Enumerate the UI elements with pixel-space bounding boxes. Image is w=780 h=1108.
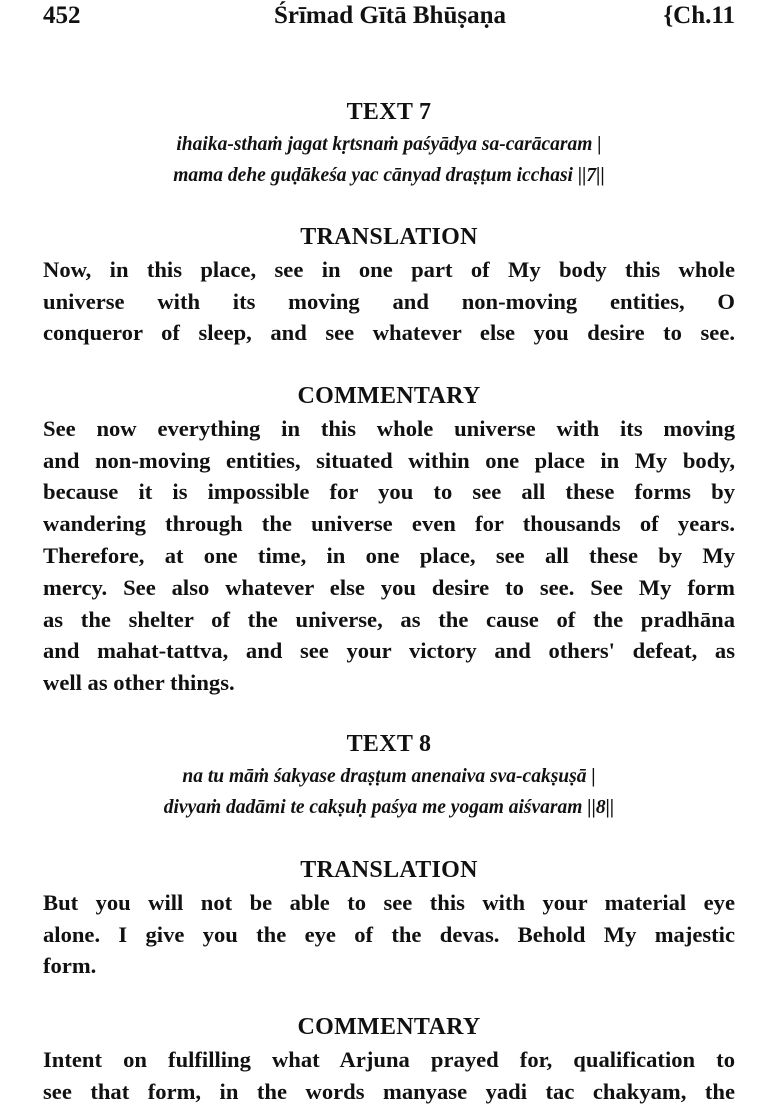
text-line: form. [43, 953, 97, 979]
text-line: See now everything in this whole universe with its moving [43, 415, 735, 441]
text-line: because it is impossible for you to see all these forms by [43, 479, 735, 505]
text8-verse-line: na tu māṁ śakyase draṣṭum anenaiva sva-cakṣuṣā | [182, 765, 596, 787]
text-line: conqueror of sleep, and see whatever else you desire to see. [43, 320, 735, 346]
commentary-heading: COMMENTARY [297, 383, 481, 409]
text-line: as the shelter of the universe, as the cause of the pradhāna [43, 606, 735, 632]
text7-verse-line: ihaika-sthaṁ jagat kṛtsnaṁ paśyādya sa-carācaram | [176, 133, 602, 155]
text-line: and mahat-tattva, and see your victory and others' defeat, as [43, 638, 735, 664]
text-line: Therefore, at one time, in one place, see all these by My [43, 542, 735, 568]
text7-translation [43, 222, 735, 349]
text-line: Now, in this place, see in one part of My body this whole [43, 256, 735, 282]
text8-heading: TEXT 8 [346, 731, 432, 757]
chapter-label: {Ch.11 [663, 2, 735, 29]
text7-verse-line: mama dehe guḍākeśa yac cānyad draṣṭum icchasi ||7|| [173, 164, 605, 186]
text7-section [43, 97, 735, 191]
text-line: mercy. See also whatever else you desire to see. See My form [43, 574, 735, 600]
translation-heading: TRANSLATION [300, 857, 478, 883]
text-line: well as other things. [43, 670, 235, 696]
text-line: universe with its moving and non-moving entities, O [43, 288, 735, 314]
translation-heading: TRANSLATION [300, 224, 478, 250]
text8-verse-line: divyaṁ dadāmi te cakṣuḥ paśya me yogam aiśvaram ||8|| [163, 796, 615, 818]
text8-commentary [43, 1012, 735, 1107]
text-line: alone. I give you the eye of the devas. Behold My majestic [43, 921, 735, 947]
text-line: and non-moving entities, situated within one place in My body, [43, 447, 735, 473]
book-title: Śrīmad Gītā Bhūṣaṇa [273, 2, 506, 29]
text7-commentary [43, 381, 735, 699]
text-line: Intent on fulfilling what Arjuna prayed for, qualification to [43, 1046, 735, 1072]
page-number: 452 [43, 2, 81, 29]
text-line: But you will not be able to see this with your material eye [43, 889, 735, 915]
text8-translation [43, 855, 735, 982]
commentary-heading: COMMENTARY [297, 1014, 481, 1040]
text-line: wandering through the universe even for thousands of years. [43, 511, 735, 537]
text-line: see that form, in the words manyase yadi tac chakyam, the [43, 1078, 735, 1104]
text7-heading: TEXT 7 [346, 99, 432, 125]
text8-section [43, 729, 735, 823]
